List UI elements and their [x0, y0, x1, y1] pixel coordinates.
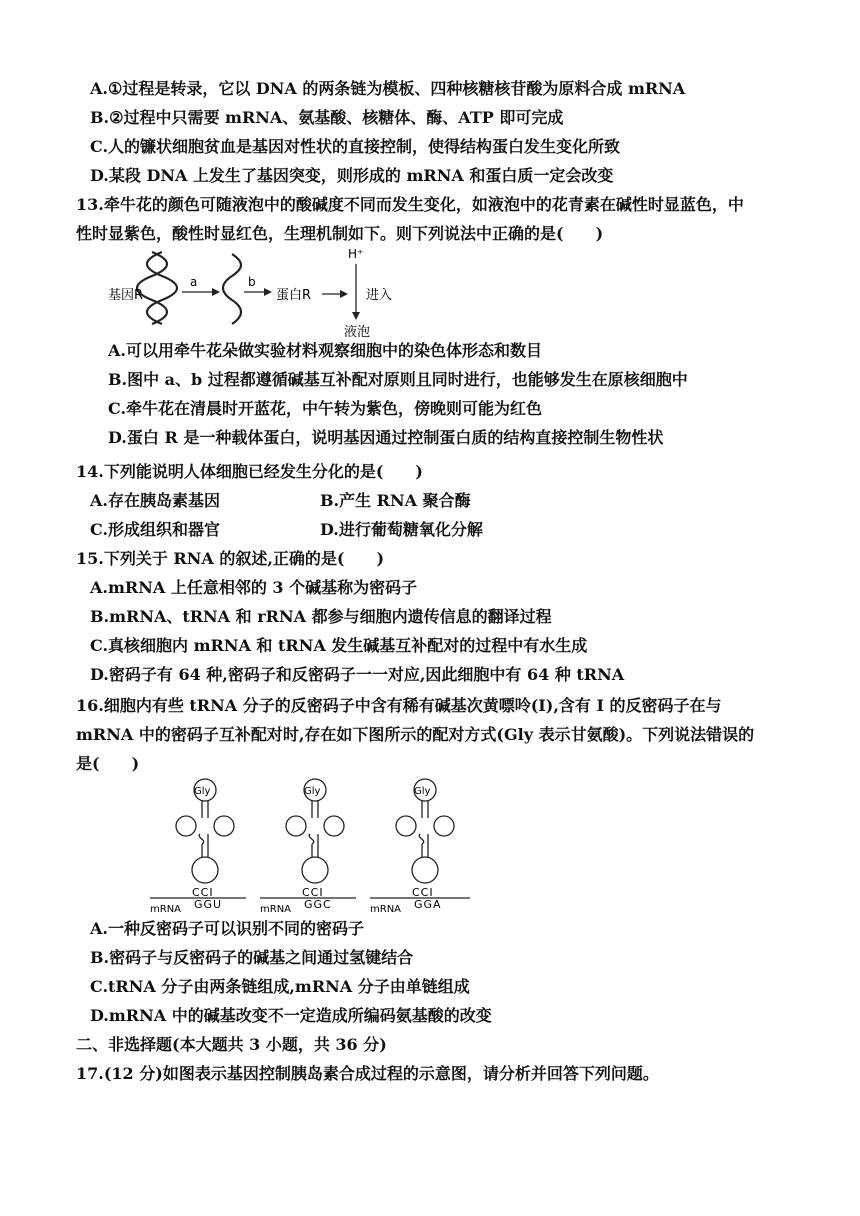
mrna-label-3: mRNA [370, 904, 402, 915]
anticodon-2: CCI [302, 886, 324, 899]
q13-option-a: A.可以用牵牛花朵做实验材料观察细胞中的染色体形态和数目 [108, 341, 542, 360]
q14-option-d: D.进行葡萄糖氧化分解 [320, 520, 483, 539]
trna-3 [370, 779, 470, 915]
q14-option-c: C.形成组织和器官 [90, 520, 221, 539]
mrna-label-1: mRNA [150, 904, 182, 915]
q14-option-b: B.产生 RNA 聚合酶 [320, 491, 471, 510]
q16-option-d: D.mRNA 中的碱基改变不一定造成所编码氨基酸的改变 [90, 1006, 492, 1025]
mrna-label-2: mRNA [260, 904, 292, 915]
q16-stem-line2: mRNA 中的密码子互补配对时,存在如下图所示的配对方式(Gly 表示甘氨酸)。下列说法错误的 [76, 725, 755, 744]
q16-stem-line1: 16.细胞内有些 tRNA 分子的反密码子中含有稀有碱基次黄嘌呤(I),含有 I 的反密码子在与 [76, 696, 722, 715]
q15-option-b: B.mRNA、tRNA 和 rRNA 都参与细胞内遗传信息的翻译过程 [90, 607, 552, 626]
codon-2: GGC [304, 898, 332, 911]
enter-label: 进入 [366, 288, 393, 303]
q12-option-c: C.人的镰状细胞贫血是基因对性状的直接控制，使得结构蛋白发生变化所致 [90, 137, 621, 156]
gene-expression-diagram [100, 244, 420, 338]
q14-option-a: A.存在胰岛素基因 [90, 491, 220, 510]
codon-1: GGU [194, 898, 223, 911]
gly-label-3: Gly [414, 786, 431, 797]
gly-label-1: Gly [194, 786, 211, 797]
q15-stem: 15.下列关于 RNA 的叙述,正确的是( ) [76, 549, 385, 568]
gene-r-label: 基因R [108, 288, 144, 303]
trna-1 [150, 779, 246, 915]
q15-option-a: A.mRNA 上任意相邻的 3 个碱基称为密码子 [90, 578, 418, 597]
codon-3: GGA [414, 898, 442, 911]
vacuole-label: 液泡 [344, 325, 371, 338]
q13-option-b: B.图中 a、b 过程都遵循碱基互补配对原则且同时进行，也能够发生在原核细胞中 [108, 370, 688, 389]
q13-option-d: D.蛋白 R 是一种载体蛋白，说明基因通过控制蛋白质的结构直接控制生物性状 [108, 428, 664, 447]
q16-option-c: C.tRNA 分子由两条链组成,mRNA 分子由单链组成 [90, 977, 470, 996]
q16-option-b: B.密码子与反密码子的碱基之间通过氢键结合 [90, 948, 414, 967]
arrow-b-label: b [248, 275, 256, 289]
q12-option-a: A.①过程是转录，它以 DNA 的两条链为模板、四种核糖核苷酸为原料合成 mRNA [90, 79, 686, 98]
gly-label-2: Gly [304, 786, 321, 797]
q12-option-d: D.某段 DNA 上发生了基因突变，则形成的 mRNA 和蛋白质一定会改变 [90, 166, 614, 185]
trna-2 [260, 779, 356, 915]
h-ion-label: H⁺ [348, 247, 364, 261]
q13-stem-line1: 13.牵牛花的颜色可随液泡中的酸碱度不同而发生变化，如液泡中的花青素在碱性时显蓝色，中 [76, 195, 744, 214]
protein-r-label: 蛋白R [276, 288, 312, 303]
q12-option-b: B.②过程中只需要 mRNA、氨基酸、核糖体、酶、ATP 即可完成 [90, 108, 564, 127]
q15-option-d: D.密码子有 64 种,密码子和反密码子一一对应,因此细胞中有 64 种 tRNA [90, 665, 625, 684]
q16-option-a: A.一种反密码子可以识别不同的密码子 [90, 919, 364, 938]
trna-pairing-diagram [150, 778, 480, 918]
q13-option-c: C.牵牛花在清晨时开蓝花，中午转为紫色，傍晚则可能为红色 [108, 399, 543, 418]
arrow-a-label: a [190, 275, 198, 289]
q15-option-c: C.真核细胞内 mRNA 和 tRNA 发生碱基互补配对的过程中有水生成 [90, 636, 588, 655]
anticodon-3: CCI [412, 886, 434, 899]
section-heading: 二、非选择题(本大题共 3 小题，共 36 分) [76, 1035, 387, 1054]
q13-stem-line2: 性时显紫色，酸性时显红色，生理机制如下。则下列说法中正确的是( ) [76, 224, 604, 243]
anticodon-1: CCI [192, 886, 214, 899]
q17-stem: 17.(12 分)如图表示基因控制胰岛素合成过程的示意图，请分析并回答下列问题。 [76, 1064, 659, 1083]
q16-stem-line3: 是( ) [76, 754, 140, 773]
q14-stem: 14.下列能说明人体细胞已经发生分化的是( ) [76, 462, 423, 481]
